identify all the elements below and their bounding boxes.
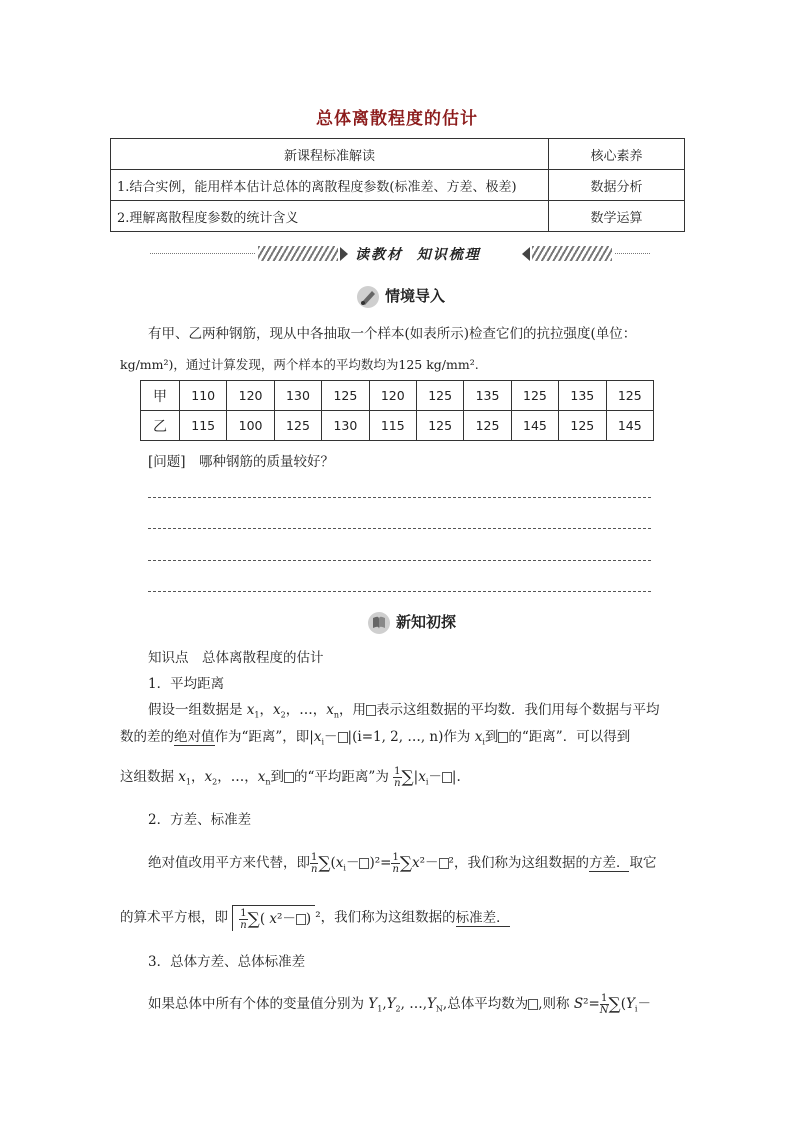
table-cell: 120 [227, 381, 274, 411]
table-cell: 135 [464, 381, 511, 411]
section-banner [150, 243, 650, 265]
section-heading: 新知初探 [368, 611, 456, 634]
table-cell: 100 [227, 411, 274, 441]
page-title: 总体离散程度的估计 [316, 109, 478, 129]
subheading-3: 3．总体方差、总体标准差 [148, 954, 306, 970]
table-cell: 125 [511, 381, 558, 411]
table-cell: 130 [274, 381, 321, 411]
steel-table [140, 380, 654, 441]
table-cell: 135 [559, 381, 606, 411]
table-cell: 2.理解离散程度参数的统计含义 [111, 201, 549, 232]
intro-line-2: kg/mm²)，通过计算发现，两个样本的平均数均为125 kg/mm². [120, 357, 479, 372]
header-cell: 核心素养 [549, 139, 685, 170]
paragraph-6: 如果总体中所有个体的变量值分别为 $Y_1,Y_2$, $\dots,Y_N$,总体平均数为 ,则称 S²= $\frac{1}{N}\sum(Y_i-$ [148, 993, 651, 1016]
header-cell: 新课程标准解读 [111, 139, 549, 170]
table-cell: 125 [322, 381, 369, 411]
answer-line [148, 497, 651, 498]
table-cell: 110 [180, 381, 227, 411]
table-cell: 125 [606, 381, 653, 411]
answer-line [148, 591, 651, 592]
subheading-1: 1．平均距离 [148, 676, 225, 692]
stripe-decoration [532, 246, 612, 261]
question: [问题] 哪种钢筋的质量较好？ [148, 454, 335, 470]
paragraph-5: 的算术平方根，即 $\frac{1}{n}\sum$( x²－ ) ²，我们称为这组数据的标准差． [120, 905, 690, 931]
table-cell: 125 [416, 381, 463, 411]
paragraph-1: 假设一组数据是 $x_1$，$x_2$，…，$x_n$，用 表示这组数据的平均数．我们用每个数据与平均 [148, 702, 660, 720]
table-cell: 125 [464, 411, 511, 441]
table-row [111, 139, 685, 170]
pen-icon [357, 286, 379, 308]
answer-line [148, 528, 651, 529]
paragraph-3: 这组数据 $x_1$，$x_2$，…，$x_n$到 的“平均距离”为 $\frac{1}{n}\sum|x_i-$ |. [120, 766, 461, 789]
divider [150, 253, 255, 254]
table-cell: 115 [369, 411, 416, 441]
table-cell: 145 [511, 411, 558, 441]
paragraph-4: 绝对值改用平方来代替，即 $\frac{1}{n}\sum(x_i- )^2=$ $\frac{1}{n}\sum x^2- ^2$，我们称为这组数据的方差．取它 [148, 852, 657, 875]
table-cell: 数据分析 [549, 170, 685, 201]
table-row [111, 170, 685, 201]
row-label: 乙 [141, 411, 180, 441]
stripe-decoration [258, 246, 338, 261]
table-row [111, 201, 685, 232]
subheading-2: 2．方差、标准差 [148, 812, 252, 828]
answer-line [148, 560, 651, 561]
table-cell: 1.结合实例，能用样本估计总体的离散程度参数(标准差、方差、极差) [111, 170, 549, 201]
table-cell: 数学运算 [549, 201, 685, 232]
table-cell: 125 [274, 411, 321, 441]
standards-table [110, 138, 685, 232]
section-heading: 情境导入 [357, 285, 445, 308]
arrow-left-icon [522, 247, 530, 261]
table-cell: 145 [606, 411, 653, 441]
knowledge-point: 知识点 总体离散程度的估计 [148, 650, 324, 666]
table-cell: 125 [559, 411, 606, 441]
table-row [141, 411, 654, 441]
arrow-right-icon [340, 247, 348, 261]
table-cell: 130 [322, 411, 369, 441]
paragraph-2: 数的差的绝对值作为“距离”，即$|x_i- |(i=1$, 2, …, n)作为 $x_i$到 的“距离”．可以得到 [120, 729, 631, 747]
banner-label: 读教材 知识梳理 [355, 247, 481, 263]
table-cell: 115 [180, 411, 227, 441]
intro-line-1: 有甲、乙两种钢筋，现从中各抽取一个样本(如表所示)检查它们的抗拉强度(单位： [148, 326, 637, 342]
table-cell: 120 [369, 381, 416, 411]
book-icon [368, 612, 390, 634]
row-label: 甲 [141, 381, 180, 411]
table-cell: 125 [416, 411, 463, 441]
divider [615, 253, 650, 254]
table-row [141, 381, 654, 411]
